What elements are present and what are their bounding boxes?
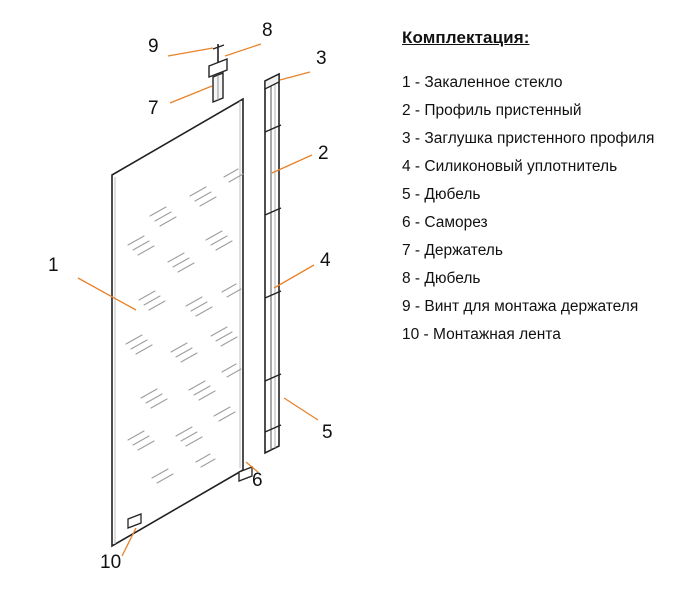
legend-title: Комплектация:: [402, 28, 530, 47]
callout-1: 1: [48, 255, 59, 276]
callout-5: 5: [322, 422, 333, 443]
callout-10: 10: [100, 552, 122, 573]
legend-item-8: 8 - Дюбель: [402, 270, 481, 287]
callout-4: 4: [320, 250, 331, 271]
legend-item-7: 7 - Держатель: [402, 242, 503, 259]
legend-item-2: 2 - Профиль пристенный: [402, 102, 582, 119]
parts-legend: [402, 28, 664, 350]
legend-item-9: 9 - Винт для монтажа держателя: [402, 298, 639, 315]
callout-8: 8: [262, 20, 273, 41]
holder-assembly: [209, 44, 227, 102]
callout-9: 9: [148, 36, 159, 57]
legend-item-1: 1 - Закаленное стекло: [402, 74, 563, 91]
legend-item-10: 10 - Монтажная лента: [402, 326, 561, 343]
legend-item-3: 3 - Заглушка пристенного профиля: [402, 130, 655, 147]
callout-6: 6: [252, 470, 263, 491]
legend-item-5: 5 - Дюбель: [402, 186, 481, 203]
legend-item-4: 4 - Силиконовый уплотнитель: [402, 158, 618, 175]
callout-3: 3: [316, 48, 327, 69]
callout-7: 7: [148, 98, 159, 119]
glass-panel: [112, 99, 243, 546]
legend-item-6: 6 - Саморез: [402, 214, 488, 231]
callout-2: 2: [318, 143, 329, 164]
